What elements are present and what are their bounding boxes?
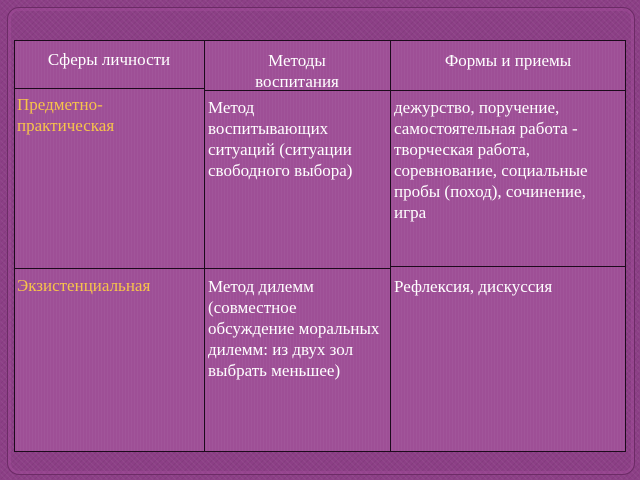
row2-sphere: Экзистенциальная bbox=[17, 276, 151, 295]
table-border-left bbox=[14, 40, 15, 452]
row-divider-col3 bbox=[390, 266, 626, 267]
row-divider-col2 bbox=[204, 268, 390, 269]
header-divider-col3 bbox=[390, 90, 626, 91]
table-border-bottom bbox=[14, 451, 626, 452]
col-divider-1 bbox=[204, 40, 205, 452]
table-border-top bbox=[14, 40, 626, 41]
col-divider-2 bbox=[390, 40, 391, 452]
row2-forms: Рефлексия, дискуссия bbox=[394, 277, 553, 296]
row1-forms: дежурство, поручение, самостоятельная работа - творческая работа, соревнование, социальные пробы (поход), сочинение, игра bbox=[394, 98, 588, 222]
table-border-right bbox=[625, 40, 626, 452]
header-spheres: Сферы личности bbox=[47, 50, 171, 69]
row1-method: Метод воспитывающих ситуаций (ситуации свободного выбора) bbox=[208, 98, 353, 180]
forms-methods-table bbox=[14, 40, 626, 452]
header-forms: Формы и приемы bbox=[444, 51, 572, 70]
row1-sphere: Предметно-практическая bbox=[17, 95, 115, 135]
row2-method: Метод дилемм (совместное обсуждение моральных дилемм: из двух зол выбрать меньшее) bbox=[208, 277, 380, 380]
header-methods: Методы воспитания bbox=[255, 51, 339, 91]
header-divider-col1 bbox=[14, 88, 204, 89]
row-divider-col1 bbox=[14, 268, 204, 269]
